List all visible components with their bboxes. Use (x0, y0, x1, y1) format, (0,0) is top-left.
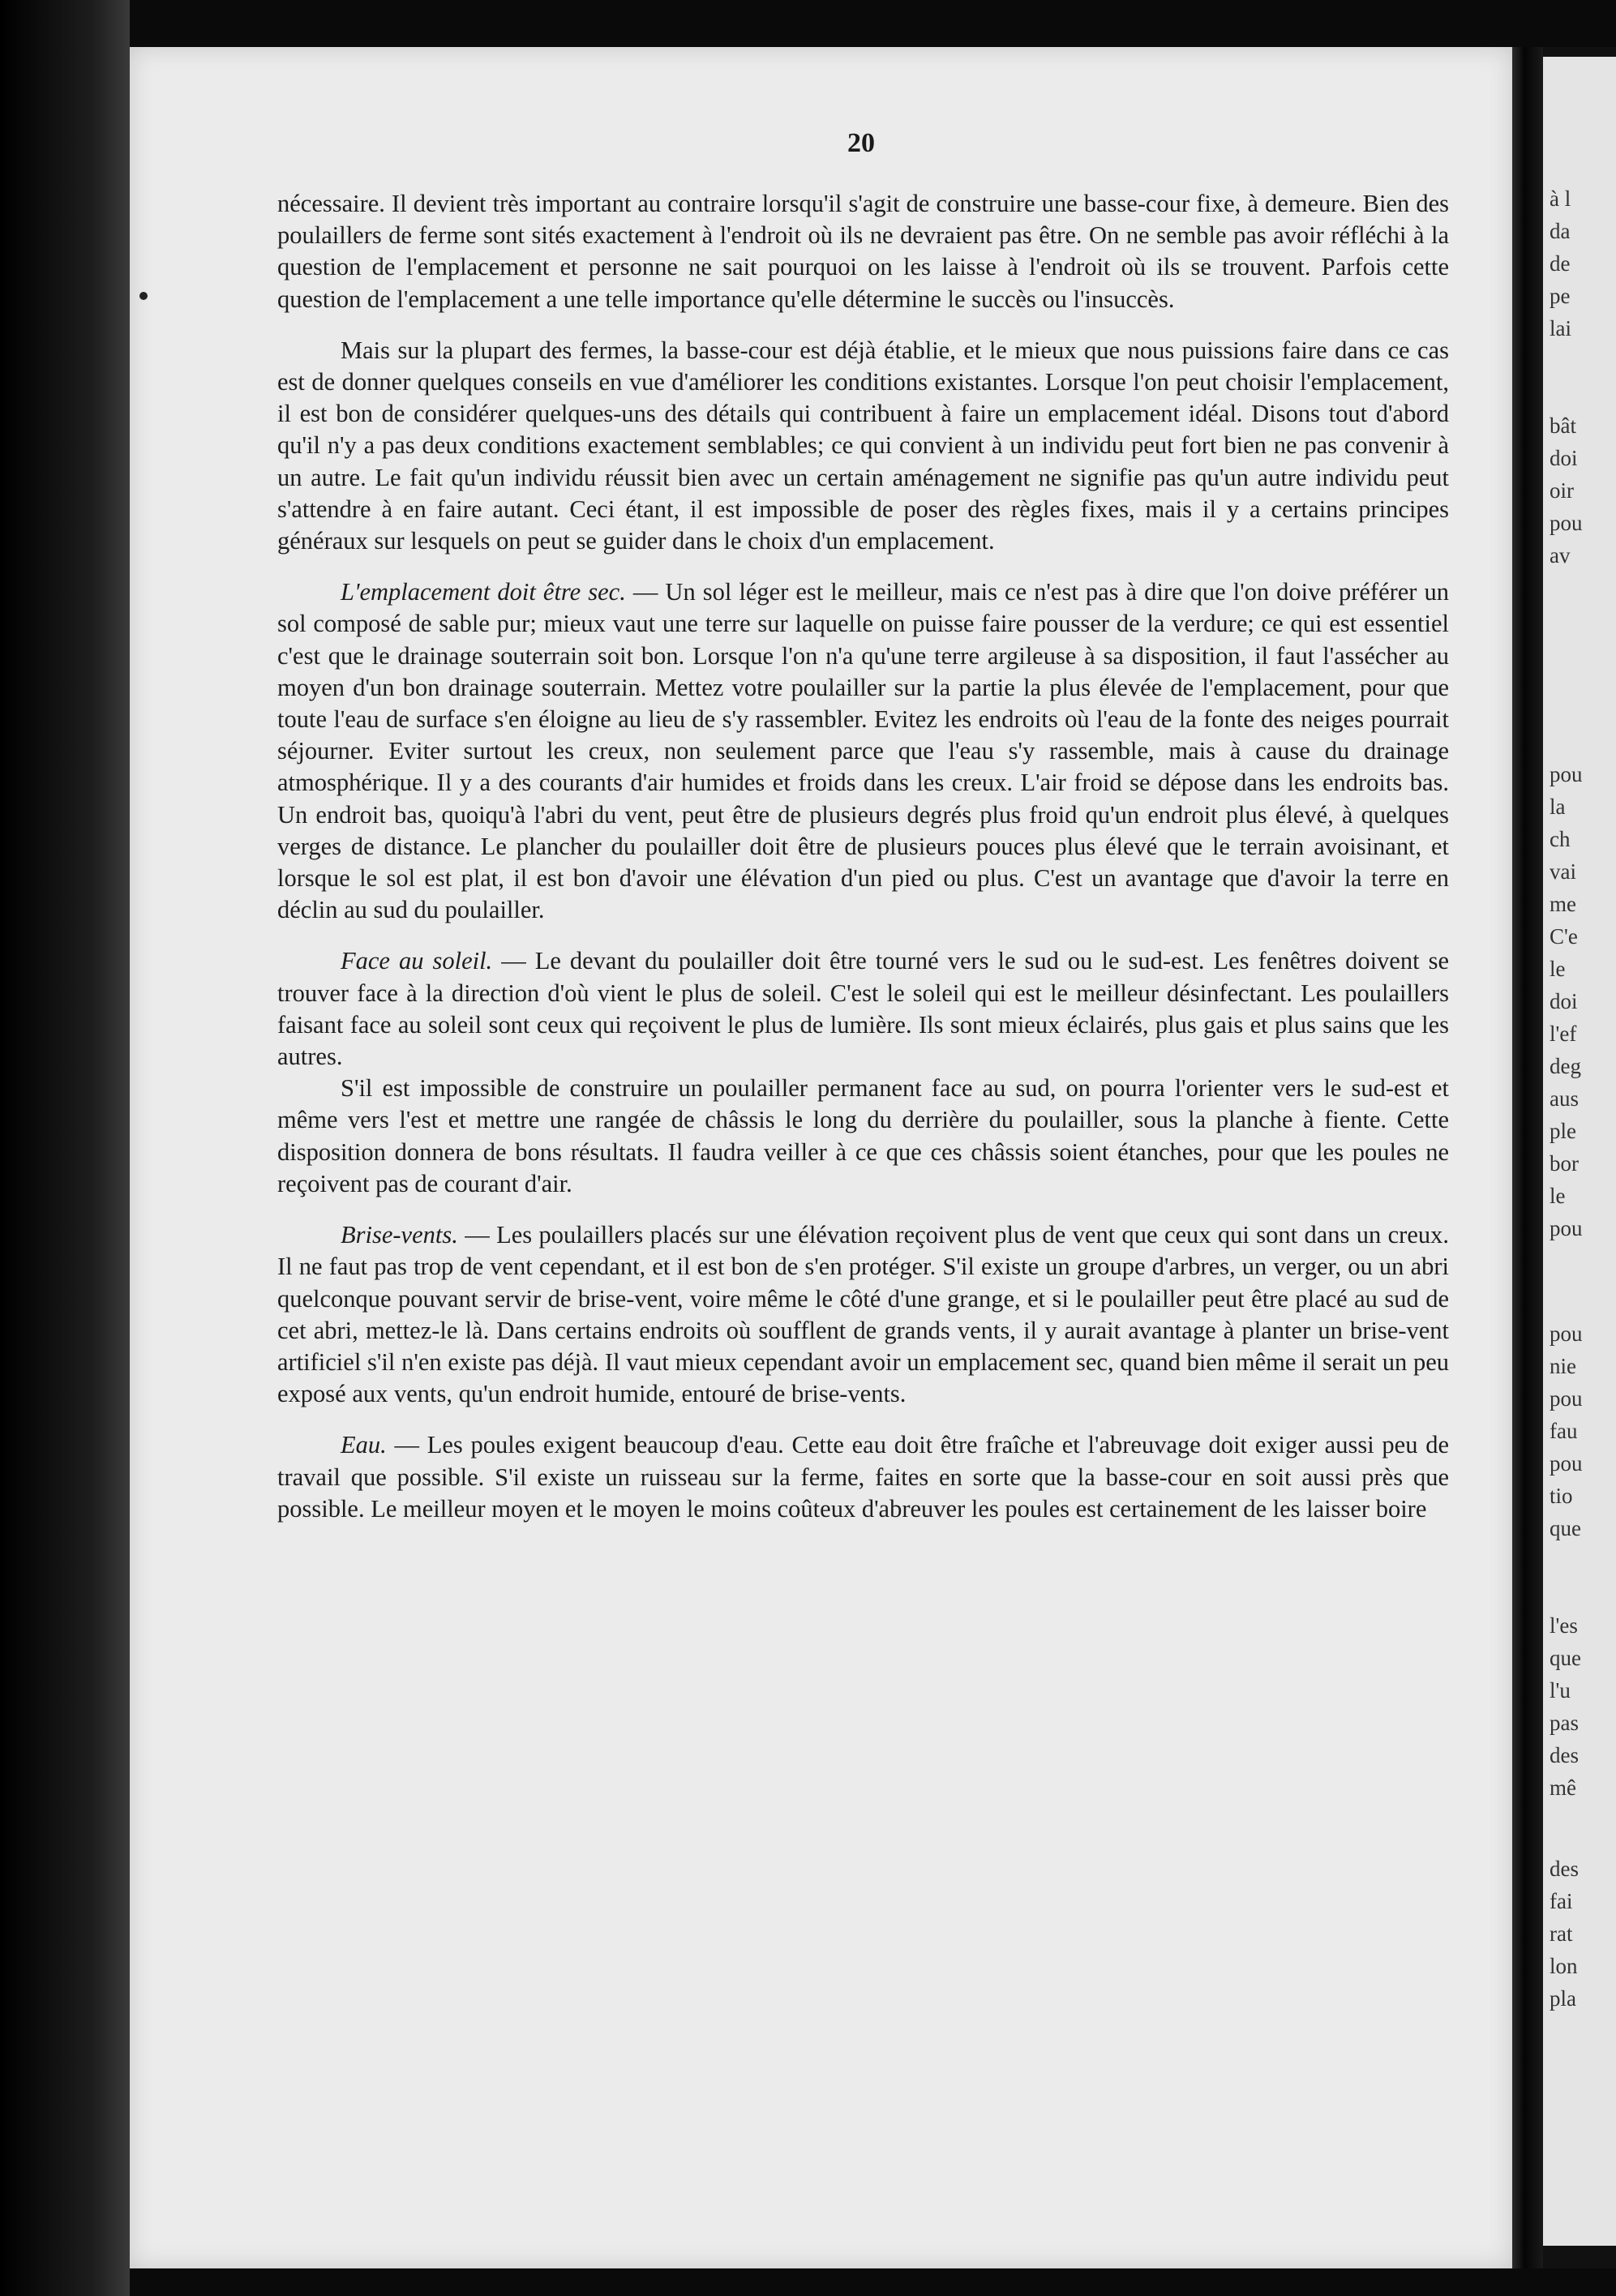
paragraph-brise-vents (277, 1219, 1449, 1410)
paragraph-2 (277, 335, 1449, 557)
facing-page-fragment: C'e (1550, 924, 1578, 949)
facing-page-fragment: da (1550, 219, 1571, 243)
paragraph-text: nécessaire. Il devient très important au contraire lorsqu'il s'agit de construire une basse-cour fixe, à demeure. Bien des poulaillers de ferme sont sités exactement à l'endroit où ils ne devraient pas être. On ne semble pas avoir réfléchi à la question de l'emplacement et personne ne sait pourquoi on les laisse à l'endroit où ils se trouvent. Parfois cette question de l'emplacement a une telle importance qu'elle détermine le succès ou l'insuccès. (277, 190, 1449, 313)
facing-page-fragment: vai (1550, 859, 1576, 884)
facing-page-fragment: ch (1550, 827, 1571, 851)
paragraph-orientation (277, 1073, 1449, 1200)
facing-page-fragment: le (1550, 957, 1566, 981)
paragraph-face-au-soleil (277, 945, 1449, 1073)
paragraph-text: — Le devant du poulailler doit être tourné vers le sud ou le sud-est. Les fenêtres doivent se trouver face à la direction d'où vient le plus de soleil. C'est le soleil qui est le meilleur désinfectant. Les poulaillers faisant face au soleil sont ceux qui reçoivent le plus de lumière. Ils sont mieux éclairés, plus gais et plus sains que les autres. (277, 947, 1449, 1071)
facing-page-fragment: fai (1550, 1889, 1573, 1913)
facing-page-fragment: l'ef (1550, 1022, 1577, 1046)
facing-page-fragment: le (1550, 1184, 1566, 1208)
section-lead-soleil: Face au soleil. (341, 947, 493, 975)
facing-page-fragment: pe (1550, 284, 1571, 308)
facing-page-fragment: nie (1550, 1354, 1576, 1378)
paragraph-eau (277, 1429, 1449, 1525)
facing-page (1543, 57, 1616, 2246)
facing-page-fragment: aus (1550, 1086, 1579, 1111)
facing-page-fragment: tio (1550, 1484, 1573, 1508)
body-text (277, 188, 1449, 1544)
paragraph-text: S'il est impossible de construire un poulailler permanent face au sud, on pourra l'orienter vers le sud-est et même vers l'est et mettre une rangée de châssis le long du derrière du poulailler, sous la planche à fiente. Cette disposition donnera de bons résultats. Il faudra veiller à ce que ces châssis soient étanches, pour que les poules ne reçoivent pas de courant d'air. (277, 1074, 1449, 1197)
facing-page-fragment: doi (1550, 446, 1578, 470)
facing-page-fragment: lon (1550, 1954, 1578, 1978)
section-lead-brise-vents: Brise-vents. (341, 1221, 458, 1249)
paragraph-1 (277, 188, 1449, 315)
facing-page-fragment: pou (1550, 511, 1583, 535)
scan-bottom-border (130, 2268, 1616, 2296)
paragraph-text: — Les poulaillers placés sur une élévation reçoivent plus de vent que ceux qui sont dans un creux. Il ne faut pas trop de vent cependant, et il est bon de s'en protéger. S'il existe un groupe d'arbres, un verger, ou un abri quelconque pouvant servir de brise-vent, voire même le côté d'une grange, et si le poulailler peut être placé au sud de cet abri, mettez-le là. Dans certains endroits où soufflent de grands vents, il y aurait avantage à planter un brise-vent artificiel s'il n'en existe pas déjà. Il vaut mieux cependant avoir un emplacement sec, quand bien même il serait un peu exposé aux vents, qu'un endroit humide, entouré de brise-vents. (277, 1221, 1449, 1408)
scan-left-border (0, 0, 130, 2296)
paragraph-emplacement (277, 576, 1449, 926)
facing-page-fragment: doi (1550, 989, 1578, 1013)
facing-page-fragment: l'u (1550, 1678, 1571, 1703)
facing-page-fragment: pou (1550, 762, 1583, 786)
facing-page-fragment: pou (1550, 1451, 1583, 1476)
margin-ink-spot (139, 292, 148, 300)
facing-page-fragment: av (1550, 543, 1571, 568)
paragraph-text: — Les poules exigent beaucoup d'eau. Cette eau doit être fraîche et l'abreuvage doit exiger aussi peu de travail que possible. S'il existe un ruisseau sur la ferme, faites en sorte que la basse-cour en soit aussi près que possible. Le meilleur moyen et le moyen le moins coûteux d'abreuver les poules est certainement de les laisser boire (277, 1431, 1449, 1523)
paragraph-text: Mais sur la plupart des fermes, la basse-cour est déjà établie, et le mieux que nous puissions faire dans ce cas est de donner quelques conseils en vue d'améliorer les conditions existantes. Lorsque l'on peut choisir l'emplacement, il est bon de considérer quelques-uns des détails qui contribuent à faire un emplacement idéal. Disons tout d'abord qu'il n'y a pas deux conditions exactement semblables; ce qui convient à un individu peut fort bien ne pas convenir à un autre. Le fait qu'un individu réussit bien avec un certain aménagement ne signifie pas qu'un autre individu peut s'attendre à en faire autant. Ceci étant, il est impossible de poser des règles fixes, mais il y a certains principes généraux sur lesquels on peut se guider dans le choix d'un emplacement. (277, 336, 1449, 555)
facing-page-fragment: l'es (1550, 1613, 1578, 1638)
facing-page-fragment: fau (1550, 1419, 1578, 1443)
paragraph-text: — Un sol léger est le meilleur, mais ce n'est pas à dire que l'on doive préférer un sol composé de sable pur; mieux vaut une terre sur laquelle on puisse faire pousser de la verdure; ce qui est essentiel c'est que le drainage souterrain soit bon. Lorsque l'on n'a qu'une terre argileuse à sa disposition, il faut l'assécher au moyen d'un bon drainage souterrain. Mettez votre poulailler sur la partie la plus élevée de l'emplacement, pour que toute l'eau de surface s'en éloigne au lieu de s'y rassembler. Evitez les endroits où l'eau de la fonte des neiges pourrait séjourner. Eviter surtout les creux, non seulement parce que l'eau s'y rassemble, mais à cause du drainage atmosphérique. Il y a des courants d'air humides et froids dans les creux. L'air froid se dépose dans les endroits bas. Un endroit bas, quoiqu'à l'abri du vent, peut être de plusieurs degrés plus froid qu'un endroit plus élevé, à quelques verges de distance. Le plancher du poulailler doit être de plusieurs pouces plus élevé que le terrain avoisinant, et lorsque le sol est plat, il est bon d'avoir une élévation d'un pied ou plus. C'est un avantage que d'avoir la terre en déclin au sud du poulailler. (277, 578, 1449, 924)
section-lead-eau: Eau. (341, 1431, 387, 1459)
facing-page-fragment: des (1550, 1743, 1579, 1767)
facing-page-fragment: bât (1550, 413, 1576, 438)
facing-page-fragment: deg (1550, 1054, 1581, 1078)
facing-page-fragment: oir (1550, 478, 1574, 503)
facing-page-fragment: pla (1550, 1986, 1576, 2011)
page-number: 20 (847, 128, 875, 158)
facing-page-fragment: bor (1550, 1151, 1579, 1176)
section-lead-emplacement: L'emplacement doit être sec. (341, 578, 626, 606)
facing-page-fragment: pou (1550, 1321, 1583, 1346)
facing-page-fragment: me (1550, 892, 1576, 916)
facing-page-fragment: mê (1550, 1776, 1576, 1800)
facing-page-fragment: la (1550, 795, 1566, 819)
facing-page-fragment: pou (1550, 1386, 1583, 1411)
facing-page-fragment: pou (1550, 1216, 1583, 1240)
facing-page-fragment: à l (1550, 186, 1571, 211)
scan-top-border (130, 0, 1616, 47)
facing-page-fragment: que (1550, 1516, 1581, 1540)
facing-page-fragment: rat (1550, 1921, 1573, 1946)
facing-page-fragment: pas (1550, 1711, 1579, 1735)
facing-page-fragment: lai (1550, 316, 1571, 341)
facing-page-fragment: des (1550, 1857, 1579, 1881)
facing-page-fragment: que (1550, 1646, 1581, 1670)
facing-page-fragment: de (1550, 251, 1571, 276)
book-gutter (1512, 47, 1543, 2268)
facing-page-fragment: ple (1550, 1119, 1576, 1143)
